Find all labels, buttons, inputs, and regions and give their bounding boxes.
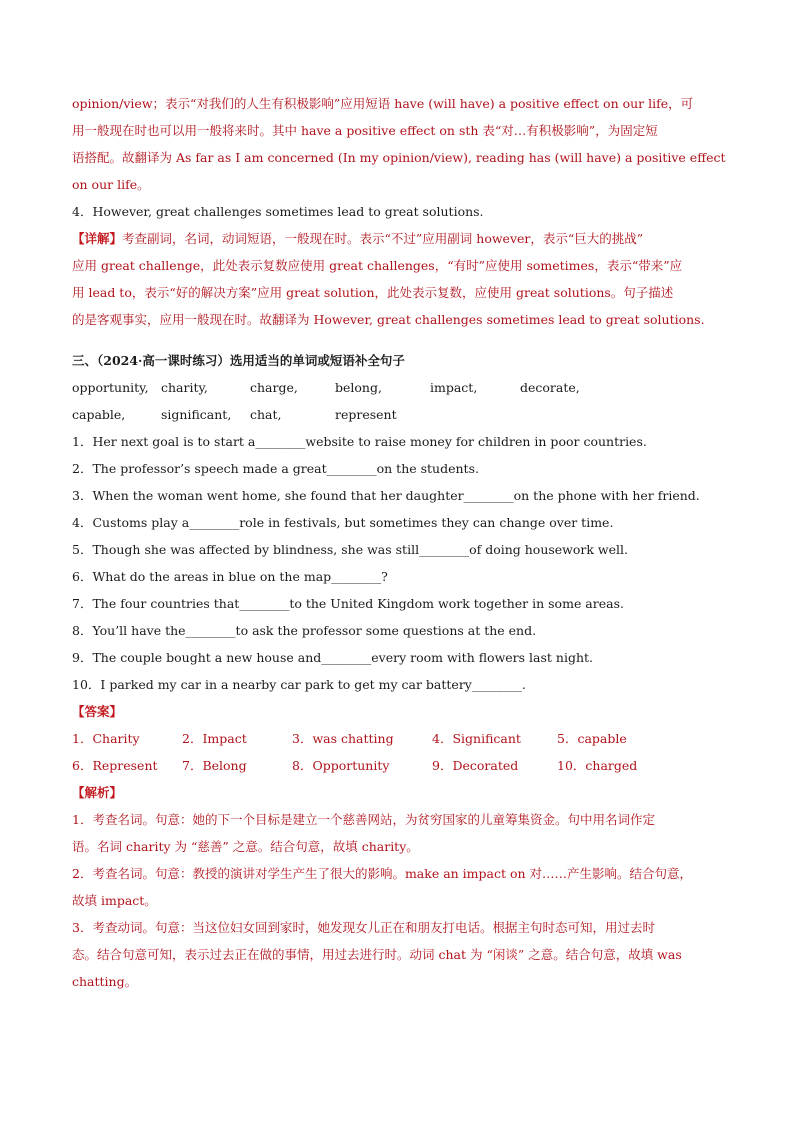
text-line: 应用 great challenge，此处表示复数应使用 great challenges，“有时”应使用 sometimes，表示“带来”应 [72,258,683,273]
question-item: 10．I parked my car in a nearby car park to get my car battery________. [72,677,526,692]
question-item: 6．What do the areas in blue on the map________? [72,569,388,584]
text-line: 态。结合句意可知，表示过去正在做的事情，用过去进行时。动词 chat 为 “闲谈” 之意。结合句意，故填 was [72,947,682,962]
question-list [72,428,732,698]
detail-paragraph [72,225,732,333]
answer-item: 6．Represent [72,758,158,773]
answer-item: 8．Opportunity [292,758,390,773]
document-content [72,90,732,995]
answer-row [72,725,732,752]
text-line: 1．考查名词。句意：她的下一个目标是建立一个慈善网站，为贫穷国家的儿童筹集资金。句中用名词作定 [72,812,655,827]
text-line: 用 lead to，表示“好的解决方案”应用 great solution，此处表示复数，应使用 great solutions。句子描述 [72,285,674,300]
detail-tag: 【详解】 [72,231,123,246]
word-bank-item: charity, [161,380,208,395]
translation-item-4: 4．However, great challenges sometimes lead to great solutions. [72,204,484,219]
answer-item: 10．charged [557,758,638,773]
question-item: 5．Though she was affected by blindness, she was still________of doing housework well. [72,542,628,557]
answer-item: 3．was chatting [292,731,394,746]
text-line: opinion/view；表示“对我们的人生有积极影响”应用短语 have (will have) a positive effect on our life，可 [72,96,694,111]
highlight-text: “闲谈” [486,947,525,962]
text-line: 2．考查名词。句意：教授的演讲对学生产生了很大的影响。make an impact on 对……产生影响。结合句意， [72,866,693,881]
text-line: 用一般现在时也可以用一般将来时。其中 have a positive effect on sth 表“对…有积极影响”，为固定短 [72,123,658,138]
word-bank-row [72,401,732,428]
analysis-tag: 【解析】 [72,785,123,800]
question-item: 8．You’ll have the________to ask the professor some questions at the end. [72,623,537,638]
text-line: on our life。 [72,177,150,192]
text-line: 的是客观事实，应用一般现在时。故翻译为 However, great challenges sometimes lead to great solutions. [72,312,705,327]
answer-row [72,752,732,779]
word-bank-item: impact, [430,380,478,395]
question-item: 2．The professor’s speech made a great________on the students. [72,461,479,476]
answer-item: 5．capable [557,731,627,746]
word-bank-item: belong, [335,380,382,395]
word-bank-item: capable, [72,407,126,422]
question-item: 7．The four countries that________to the United Kingdom work together in some areas. [72,596,624,611]
word-bank-item: chat, [250,407,282,422]
question-item: 9．The couple bought a new house and________every room with flowers last night. [72,650,593,665]
word-bank-item: significant, [161,407,232,422]
word-bank-item: opportunity, [72,380,149,395]
question-item: 1．Her next goal is to start a________website to raise money for children in poor countries. [72,434,647,449]
answer-item: 7．Belong [182,758,247,773]
word-bank-row [72,374,732,401]
answer-tag: 【答案】 [72,704,123,719]
answer-item: 4．Significant [432,731,521,746]
answer-item: 2．Impact [182,731,247,746]
explanation-paragraph [72,90,732,198]
section-title: 三、（2024·高一课时练习）选用适当的单词或短语补全句子 [72,353,405,368]
text-line: 语搭配。故翻译为 As far as I am concerned (In my opinion/view), reading has (will have) a positive effect [72,150,726,165]
analysis-body [72,806,732,995]
answer-item: 9．Decorated [432,758,519,773]
text-line: chatting。 [72,974,138,989]
question-item: 4．Customs play a________role in festivals, but sometimes they can change over time. [72,515,614,530]
answer-item: 1．Charity [72,731,140,746]
word-bank-item: represent [335,407,397,422]
word-bank-item: charge, [250,380,298,395]
text-line: 3．考查动词。句意：当这位妇女回到家时，她发现女儿正在和朋友打电话。根据主句时态可知，用过去时 [72,920,655,935]
text-line: 故填 impact。 [72,893,157,908]
text-line: 语。名词 charity 为 “慈善” 之意。结合句意，故填 charity。 [72,839,419,854]
word-bank-item: decorate, [520,380,580,395]
text-line: 考查副词，名词，动词短语，一般现在时。表示“不过”应用副词 however，表示“巨大的挑战” [122,231,644,246]
question-item: 3．When the woman went home, she found that her daughter________on the phone with her friend. [72,488,700,503]
